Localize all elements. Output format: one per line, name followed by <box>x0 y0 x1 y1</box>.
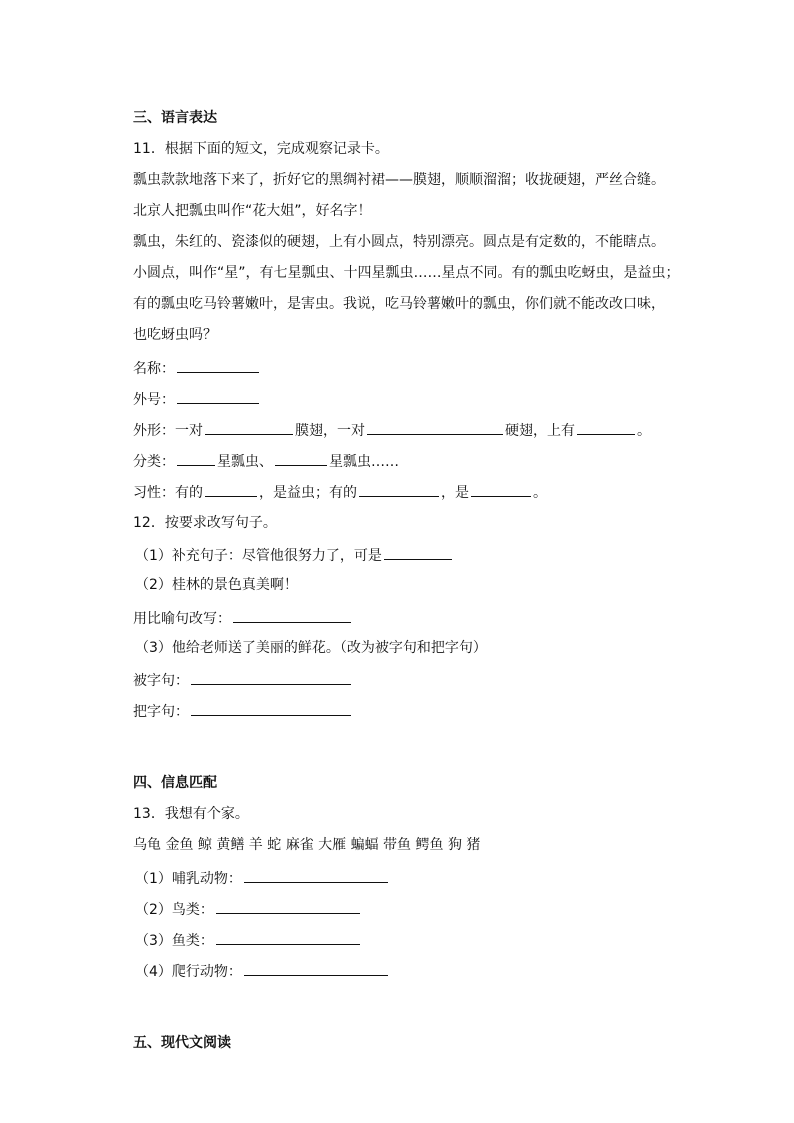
question-13-title: 13．我想有个家。 <box>133 806 249 822</box>
mammal-blank[interactable] <box>244 868 388 883</box>
metaphor-blank[interactable] <box>233 608 351 623</box>
question-12-item-3: （3）他给老师送了美丽的鲜花。（改为被字句和把字句） <box>135 640 487 656</box>
shape-blank-1[interactable] <box>205 420 293 435</box>
record-name-row <box>133 358 261 378</box>
passage-line-2: 北京人把瓢虫叫作“花大姐”，好名字！ <box>133 203 372 219</box>
shape-label-a: 外形：一对 <box>133 423 203 439</box>
category-mammal-row <box>135 868 390 888</box>
passage-line-6: 也吃蚜虫吗？ <box>133 327 217 343</box>
record-nickname-label: 外号： <box>133 392 175 408</box>
record-shape-row <box>133 420 651 440</box>
reptile-label: （4）爬行动物： <box>135 964 242 980</box>
ba-sentence-row <box>133 701 353 721</box>
reptile-blank[interactable] <box>244 961 388 976</box>
shape-label-c: 硬翅，上有 <box>505 423 575 439</box>
item-1-blank[interactable] <box>384 545 452 560</box>
bei-sentence-row <box>133 670 353 690</box>
section-heading-language: 三、语言表达 <box>133 110 217 126</box>
fish-blank[interactable] <box>216 930 360 945</box>
section-heading-reading: 五、现代文阅读 <box>133 1035 231 1051</box>
metaphor-label: 用比喻句改写： <box>133 611 231 627</box>
habit-label-b: ，是益虫；有的 <box>259 485 357 501</box>
class-blank-1[interactable] <box>177 451 215 466</box>
shape-blank-3[interactable] <box>577 420 635 435</box>
passage-line-1: 瓢虫款款地落下来了，折好它的黑绸衬裙——膜翅，顺顺溜溜；收拢硬翅，严丝合缝。 <box>133 172 665 188</box>
bei-label: 被字句： <box>133 673 189 689</box>
question-12-item-2: （2）桂林的景色真美啊！ <box>135 577 298 593</box>
class-label-a: 分类： <box>133 454 175 470</box>
name-blank[interactable] <box>177 358 259 373</box>
animal-word-list: 乌龟 金鱼 鲸 黄鳝 羊 蛇 麻雀 大雁 蝙蝠 带鱼 鳄鱼 狗 猪 <box>133 837 481 853</box>
habit-blank-1[interactable] <box>205 482 257 497</box>
item-1-text: （1）补充句子：尽管他很努力了，可是 <box>135 548 382 564</box>
habit-label-d: 。 <box>533 485 547 501</box>
class-label-b: 星瓢虫、 <box>217 454 273 470</box>
bird-blank[interactable] <box>216 899 360 914</box>
question-12-title: 12．按要求改写句子。 <box>133 515 277 531</box>
metaphor-row <box>133 608 353 628</box>
habit-blank-3[interactable] <box>471 482 531 497</box>
fish-label: （3）鱼类： <box>135 933 214 949</box>
shape-blank-2[interactable] <box>367 420 503 435</box>
ba-label: 把字句： <box>133 704 189 720</box>
class-label-c: 星瓢虫…… <box>329 454 399 470</box>
category-fish-row <box>135 930 362 950</box>
passage-line-5: 有的瓢虫吃马铃薯嫩叶，是害虫。我说，吃马铃薯嫩叶的瓢虫，你们就不能改改口味， <box>133 296 665 312</box>
nickname-blank[interactable] <box>177 389 259 404</box>
passage-line-3: 瓢虫，朱红的、瓷漆似的硬翅，上有小圆点，特别漂亮。圆点是有定数的，不能瞎点。 <box>133 234 665 250</box>
passage-line-4: 小圆点，叫作“星”，有七星瓢虫、十四星瓢虫……星点不同。有的瓢虫吃蚜虫，是益虫； <box>133 265 680 281</box>
category-reptile-row <box>135 961 390 981</box>
bird-label: （2）鸟类： <box>135 902 214 918</box>
habit-label-c: ，是 <box>441 485 469 501</box>
section-heading-matching: 四、信息匹配 <box>133 775 217 791</box>
category-bird-row <box>135 899 362 919</box>
habit-blank-2[interactable] <box>359 482 439 497</box>
shape-label-b: 膜翅，一对 <box>295 423 365 439</box>
habit-label-a: 习性：有的 <box>133 485 203 501</box>
shape-label-d: 。 <box>637 423 651 439</box>
record-habit-row <box>133 482 547 502</box>
bei-blank[interactable] <box>191 670 351 685</box>
class-blank-2[interactable] <box>275 451 327 466</box>
mammal-label: （1）哺乳动物： <box>135 871 242 887</box>
record-name-label: 名称： <box>133 361 175 377</box>
ba-blank[interactable] <box>191 701 351 716</box>
record-nickname-row <box>133 389 261 409</box>
question-12-item-1 <box>135 545 454 565</box>
question-11-title: 11．根据下面的短文，完成观察记录卡。 <box>133 141 389 157</box>
record-class-row <box>133 451 399 471</box>
